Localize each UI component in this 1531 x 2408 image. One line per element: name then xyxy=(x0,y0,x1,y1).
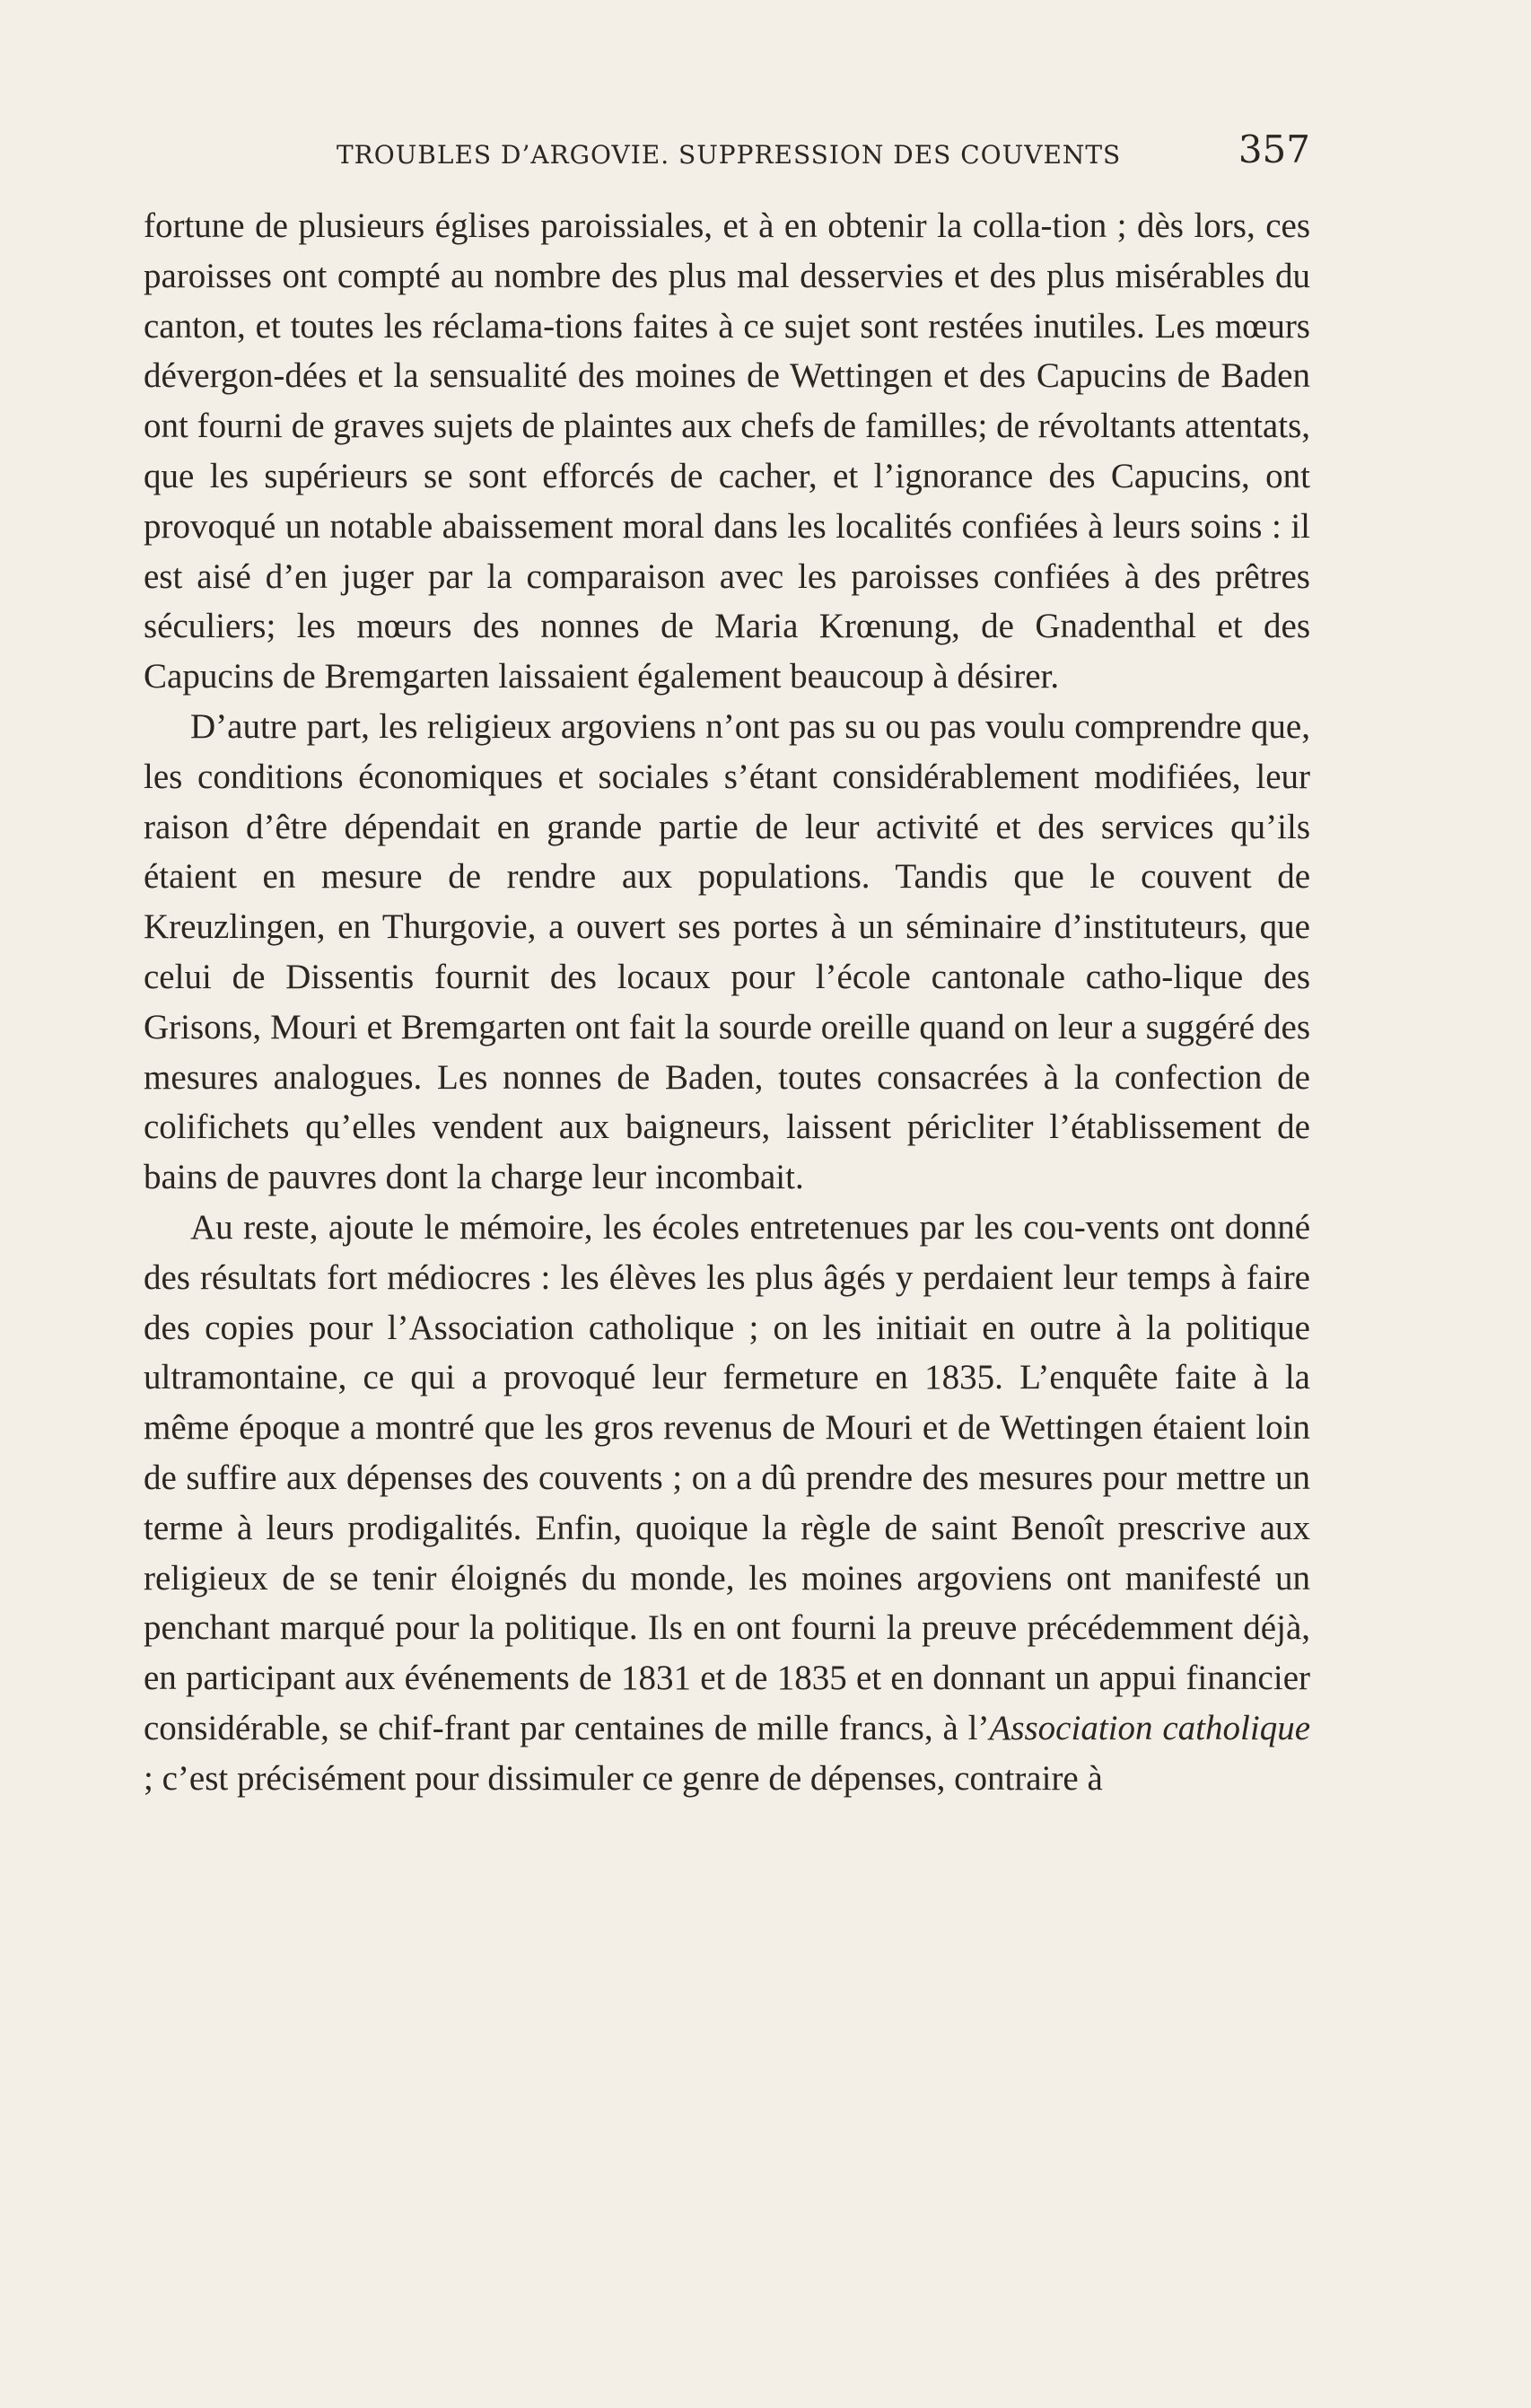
body-text xyxy=(144,201,1310,1804)
paragraph-3-text-after: ; c’est précisément pour dissimuler ce genre de dépenses, contraire à xyxy=(144,1758,1103,1798)
paragraph-3 xyxy=(144,1203,1310,1804)
paragraph-3-text-before: Au reste, ajoute le mémoire, les écoles entretenues par les cou-vents ont donné des résultats fort médiocres : les élèves les plus âgés y perdaient leur temps à faire des copies pour l’Association catholique ; on les initiait en outre à la politique ultramontaine, ce qui a provoqué leur fermeture en 1835. L’enquête faite à la même époque a montré que les gros revenus de Mouri et de Wettingen étaient loin de suffire aux dépenses des couvents ; on a dû prendre des mesures pour mettre un terme à leurs prodigalités. Enfin, quoique la règle de saint Benoît prescrive aux religieux de se tenir éloignés du monde, les moines argoviens ont manifesté un penchant marqué pour la politique. Ils en ont fourni la preuve précédemment déjà, en participant aux événements de 1831 et de 1835 et en donnant un appui financier considérable, se chif-frant par centaines de mille francs, à l’ xyxy=(144,1207,1310,1747)
italic-association-catholique: Association catholique xyxy=(989,1708,1311,1747)
page-number: 357 xyxy=(1238,127,1310,171)
paragraph-2: D’autre part, les religieux argoviens n’ont pas su ou pas voulu comprendre que, les conditions économiques et sociales s’étant considérablement modifiées, leur raison d’être dépendait en grande partie de leur activité et des services qu’ils étaient en mesure de rendre aux populations. Tandis que le couvent de Kreuzlingen, en Thurgovie, a ouvert ses portes à un séminaire d’instituteurs, que celui de Dissentis fournit des locaux pour l’école cantonale catho-lique des Grisons, Mouri et Bremgarten ont fait la sourde oreille quand on leur a suggéré des mesures analogues. Les nonnes de Baden, toutes consacrées à la confection de colifichets qu’elles vendent aux baigneurs, laissent péricliter l’établissement de bains de pauvres dont la charge leur incombait. xyxy=(144,706,1310,1197)
page-header xyxy=(144,127,1310,181)
paragraph-1: fortune de plusieurs églises paroissiales, et à en obtenir la colla-tion ; dès lors, ces paroisses ont compté au nombre des plus mal desservies et des plus misérables du canton, et toutes les réclama-tions faites à ce sujet sont restées inutiles. Les mœurs dévergon-dées et la sensualité des moines de Wettingen et des Capucins de Baden ont fourni de graves sujets de plaintes aux chefs de familles; de révoltants attentats, que les supérieurs se sont efforcés de cacher, et l’ignorance des Capucins, ont provoqué un notable abaissement moral dans les localités confiées à leurs soins : il est aisé d’en juger par la comparaison avec les paroisses confiées à des prêtres séculiers; les mœurs des nonnes de Maria Krœnung, de Gnadenthal et des Capucins de Bremgarten laissaient également beaucoup à désirer. xyxy=(144,206,1310,696)
running-title: TROUBLES D’ARGOVIE. SUPPRESSION DES COUVENTS xyxy=(337,140,1122,170)
